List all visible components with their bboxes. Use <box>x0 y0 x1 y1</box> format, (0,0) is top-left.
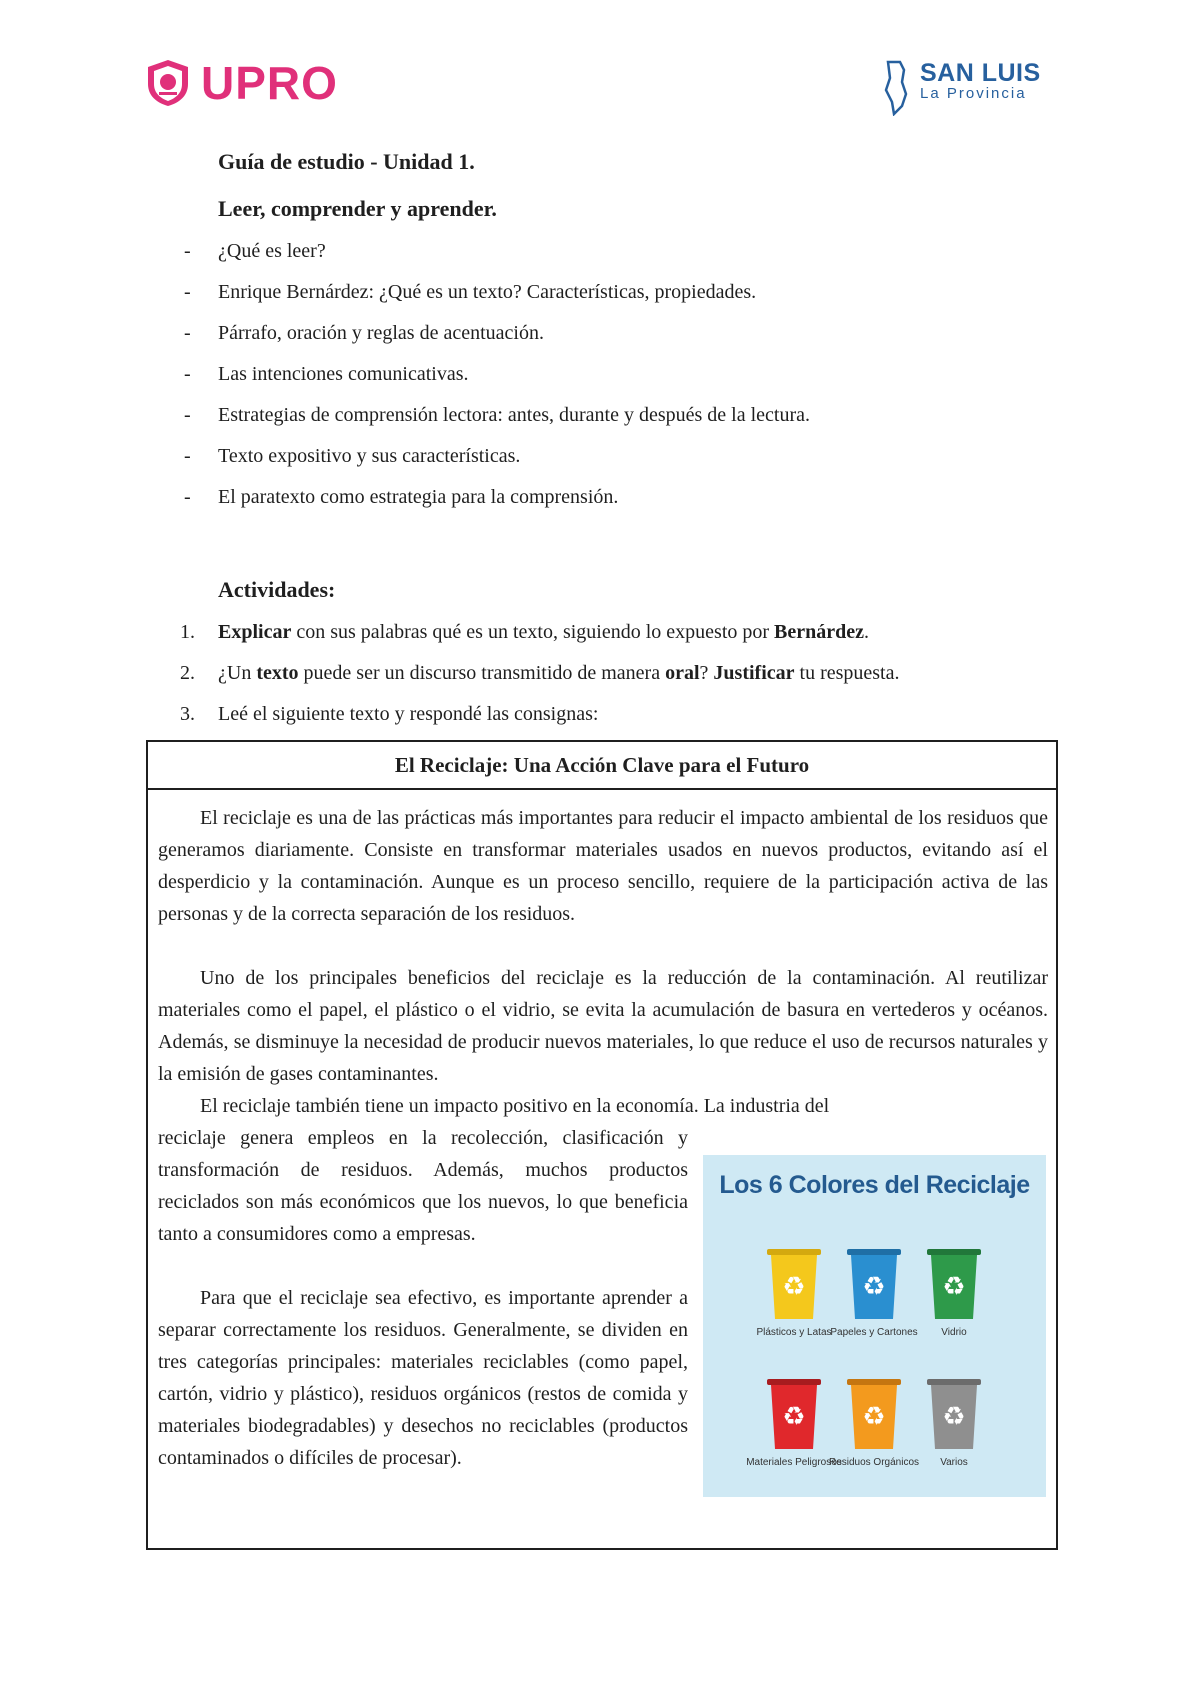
bin-label: Varios <box>940 1457 968 1468</box>
topic-item: - ¿Qué es leer? <box>184 240 326 262</box>
shield-icon <box>145 58 191 108</box>
topic-item: - Las intenciones comunicativas. <box>184 363 469 385</box>
reading-paragraph-4: Para que el reciclaje sea efectivo, es importante aprender a separar correctamente los residuos. Generalmente, se dividen en tres categorías principales: materiales reciclables (como papel, cartón, vidrio y plástico), residuos orgánicos (restos de comida y materiales biodegradables) y desechos no reciclables (productos contaminados o difíciles de procesar). <box>158 1287 688 1469</box>
province-map-icon <box>880 60 914 116</box>
reading-paragraph-3-rest: reciclaje genera empleos en la recolección, clasificación y transformación de residuos. Además, muchos productos reciclados son más económicos que los nuevos, lo que beneficia tanto a consumidores como a empresas. <box>158 1127 688 1245</box>
recycle-bin-icon <box>843 1367 905 1453</box>
reading-title: El Reciclaje: Una Acción Clave para el Futuro <box>148 742 1056 790</box>
bin-label: Residuos Orgánicos <box>828 1457 920 1468</box>
bin-label: Papeles y Cartones <box>830 1327 918 1338</box>
guide-subtitle: Leer, comprender y aprender. <box>218 196 497 221</box>
activity-item-1: 1. Explicar con sus palabras qué es un texto, siguiendo lo expuesto por Bernárdez. <box>180 621 870 643</box>
bin-label: Vidrio <box>941 1327 967 1338</box>
guide-title: Guía de estudio - Unidad 1. <box>218 149 475 174</box>
upro-logo-text: UPRO <box>201 57 338 109</box>
san-luis-logo <box>880 60 1041 116</box>
infographic-title: Los 6 Colores del Reciclaje <box>719 1171 1030 1199</box>
recycle-bin-icon <box>923 1367 985 1453</box>
svg-text:♻: ♻ <box>782 1272 806 1302</box>
activities-heading: Actividades: <box>218 577 336 602</box>
svg-text:♻: ♻ <box>862 1272 886 1302</box>
topic-item: - El paratexto como estrategia para la comprensión. <box>184 486 619 508</box>
reading-paragraph-1: El reciclaje es una de las prácticas más importantes para reducir el impacto ambiental de los residuos que generamos diariamente. Consiste en transformar materiales usados en nuevos productos, evitando así el desperdicio y la contaminación. Aunque es un proceso sencillo, requiere de la participación activa de las personas y de la correcta separación de los residuos. <box>158 807 1048 925</box>
svg-text:♻: ♻ <box>942 1402 966 1432</box>
san-luis-title: SAN LUIS <box>920 59 1041 87</box>
recycle-bin-icon <box>763 1367 825 1453</box>
bin-label: Materiales Peligrosos <box>746 1457 842 1468</box>
activity-item-2: 2. ¿Un texto puede ser un discurso transmitido de manera oral? Justificar tu respuesta. <box>180 662 900 684</box>
bin-label: Plásticos y Latas <box>756 1327 832 1338</box>
recycle-bin-icon <box>923 1237 985 1323</box>
topic-item: - Estrategias de comprensión lectora: antes, durante y después de la lectura. <box>184 404 810 426</box>
activity-item-3: 3. Leé el siguiente texto y respondé las consignas: <box>180 703 599 725</box>
svg-text:♻: ♻ <box>862 1402 886 1432</box>
reading-paragraph-2: Uno de los principales beneficios del reciclaje es la reducción de la contaminación. Al reutilizar materiales como el papel, el plástico o el vidrio, se evita la acumulación de basura en vertederos y océanos. Además, se disminuye la necesidad de producir nuevos materiales, lo que reduce el uso de recursos naturales y la emisión de gases contaminantes. <box>158 967 1048 1085</box>
svg-text:♻: ♻ <box>942 1272 966 1302</box>
recycling-infographic <box>703 1155 1046 1497</box>
topic-item: - Texto expositivo y sus características. <box>184 445 521 467</box>
svg-text:♻: ♻ <box>782 1402 806 1432</box>
topic-item: - Enrique Bernárdez: ¿Qué es un texto? Características, propiedades. <box>184 281 757 303</box>
upro-logo <box>145 58 338 108</box>
recycle-bin-icon <box>763 1237 825 1323</box>
topic-item: - Párrafo, oración y reglas de acentuación. <box>184 322 544 344</box>
recycle-bin-icon <box>843 1237 905 1323</box>
san-luis-subtitle: La Provincia <box>920 85 1027 103</box>
reading-paragraph-3-first-line: El reciclaje también tiene un impacto positivo en la economía. La industria del <box>200 1095 830 1117</box>
